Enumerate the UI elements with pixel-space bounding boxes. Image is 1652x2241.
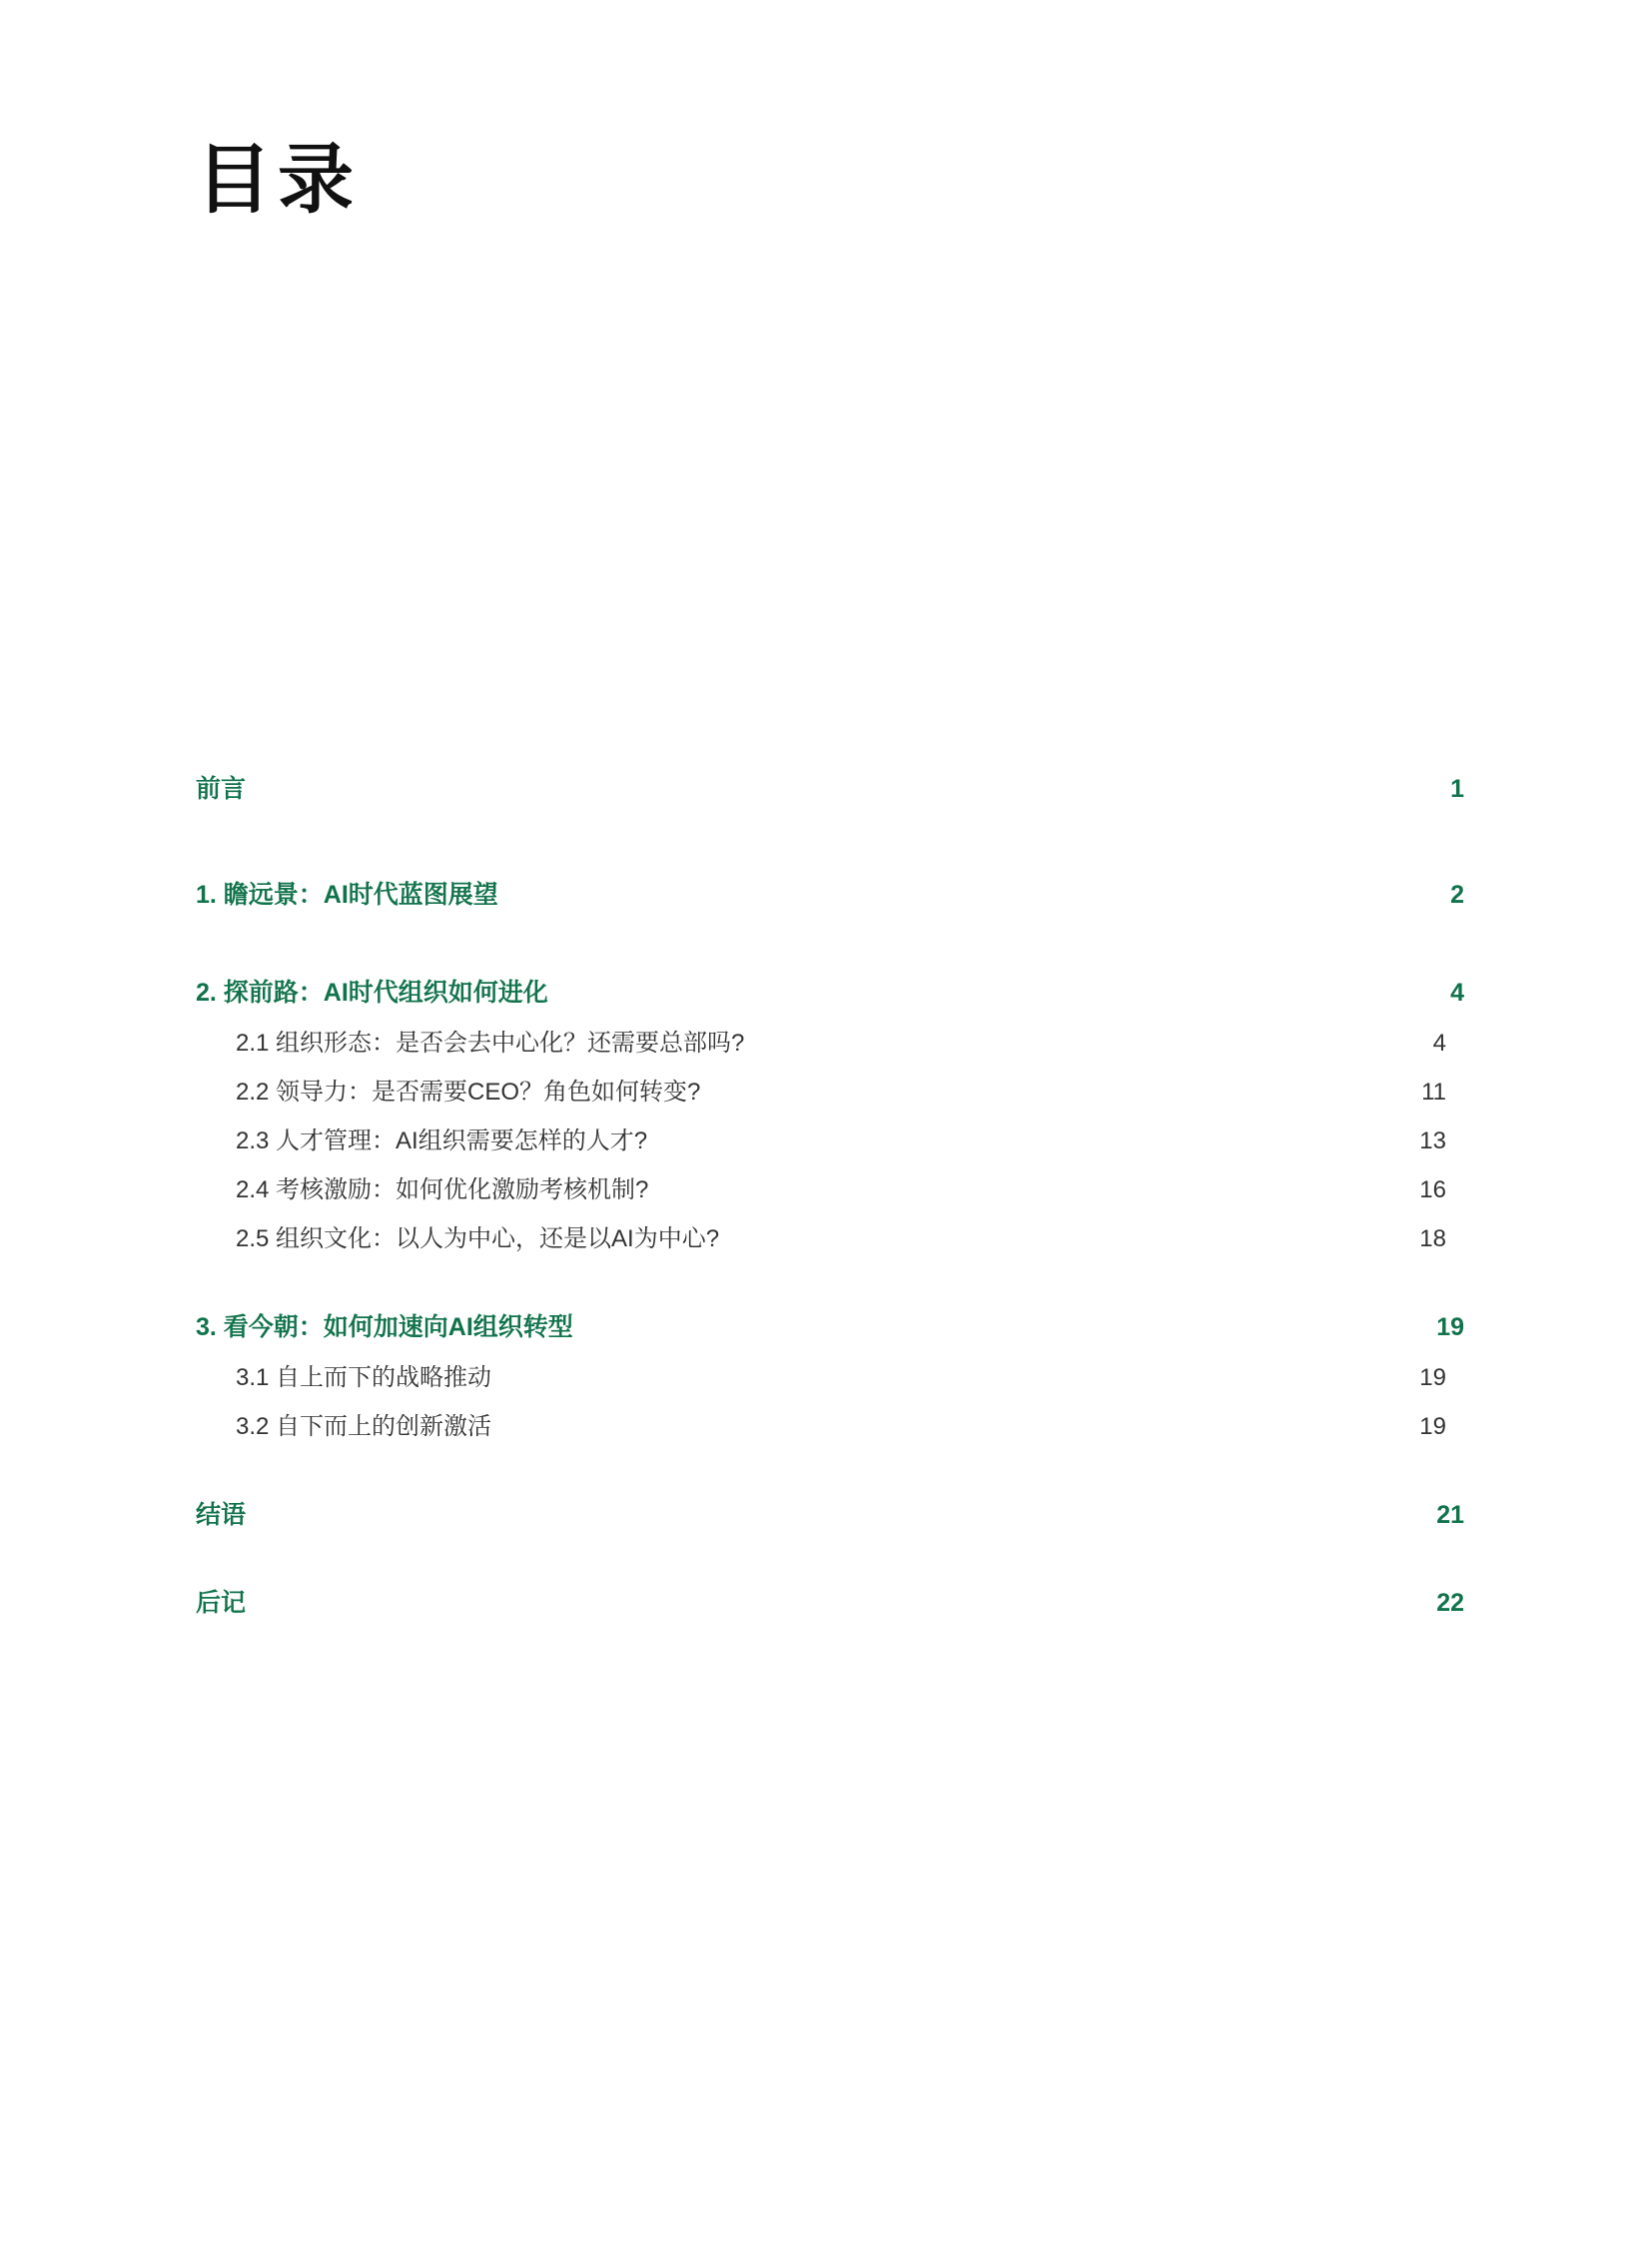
toc-entry-2-3[interactable]: [196, 1120, 1464, 1155]
toc-entry-chapter-2[interactable]: [196, 973, 1464, 1009]
toc-entry-page: 11: [1421, 1079, 1446, 1106]
toc-entry-page: 19: [1419, 1364, 1446, 1391]
toc-entry-label: 2.4 考核激励：如何优化激励考核机制?: [236, 1176, 649, 1203]
toc-entry-conclusion[interactable]: [196, 1495, 1464, 1531]
toc-entry-2-5[interactable]: [196, 1218, 1464, 1253]
toc-entry-page: 19: [1436, 1313, 1464, 1341]
toc-entry-page: 1: [1450, 775, 1464, 803]
toc-entry-postscript[interactable]: [196, 1583, 1464, 1619]
page-title: 目录: [196, 139, 360, 223]
toc-entry-preface[interactable]: [196, 769, 1464, 805]
toc-entry-page: 4: [1450, 979, 1464, 1007]
toc-entry-page: 4: [1432, 1030, 1446, 1057]
spacer: [196, 1253, 1464, 1307]
toc-entry-chapter-1[interactable]: [196, 875, 1464, 911]
toc-entry-2-2[interactable]: [196, 1072, 1464, 1107]
toc-entry-page: 16: [1419, 1176, 1446, 1203]
toc-entry-label: 2.2 领导力：是否需要CEO？角色如何转变?: [236, 1079, 701, 1106]
toc-entry-label: 3.2 自下而上的创新激活: [236, 1413, 492, 1440]
toc-entry-chapter-3[interactable]: [196, 1307, 1464, 1343]
spacer: [196, 1441, 1464, 1495]
toc-sublist-chapter-3: [196, 1357, 1464, 1441]
toc-entry-page: 22: [1436, 1589, 1464, 1617]
toc-entry-label: 2. 探前路：AI时代组织如何进化: [196, 979, 548, 1007]
toc-entry-label: 1. 瞻远景：AI时代蓝图展望: [196, 881, 498, 909]
toc-entry-2-4[interactable]: [196, 1169, 1464, 1204]
toc-entry-page: 21: [1436, 1501, 1464, 1529]
toc-entry-label: 后记: [196, 1589, 247, 1617]
toc-sublist-chapter-2: [196, 1023, 1464, 1253]
table-of-contents: [196, 769, 1464, 1627]
toc-entry-label: 前言: [196, 775, 247, 803]
toc-entry-page: 13: [1419, 1127, 1446, 1154]
toc-entry-label: 结语: [196, 1501, 247, 1529]
toc-entry-label: 3. 看今朝：如何加速向AI组织转型: [196, 1313, 573, 1341]
toc-entry-label: 2.1 组织形态：是否会去中心化？还需要总部吗?: [236, 1030, 745, 1057]
spacer: [196, 813, 1464, 875]
toc-entry-3-2[interactable]: [196, 1406, 1464, 1441]
toc-entry-page: 2: [1450, 881, 1464, 909]
spacer: [196, 911, 1464, 973]
toc-entry-2-1[interactable]: [196, 1023, 1464, 1058]
toc-entry-page: 19: [1419, 1413, 1446, 1440]
spacer: [196, 1539, 1464, 1583]
toc-entry-page: 18: [1419, 1225, 1446, 1252]
toc-group-chapter-3: [196, 1307, 1464, 1441]
toc-group-chapter-2: [196, 973, 1464, 1253]
toc-entry-label: 3.1 自上而下的战略推动: [236, 1364, 492, 1391]
toc-entry-3-1[interactable]: [196, 1357, 1464, 1392]
toc-entry-label: 2.3 人才管理：AI组织需要怎样的人才?: [236, 1127, 648, 1154]
toc-entry-label: 2.5 组织文化：以人为中心，还是以AI为中心?: [236, 1225, 720, 1252]
